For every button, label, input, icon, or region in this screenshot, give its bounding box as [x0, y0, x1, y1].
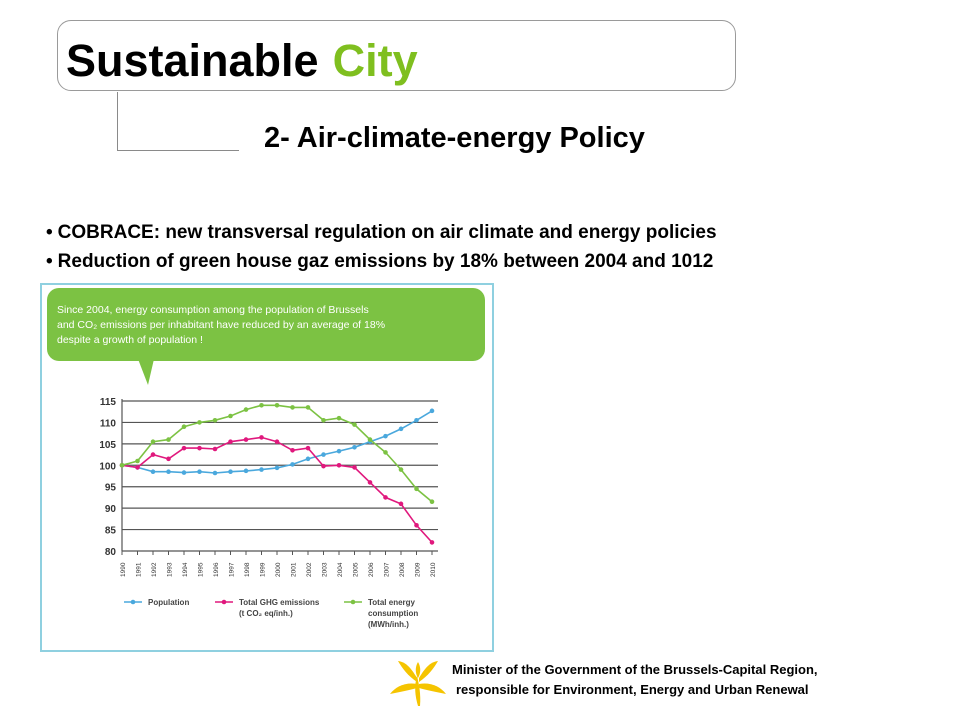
footer-credit [452, 660, 862, 700]
x-tick-label: 2004 [337, 562, 344, 577]
data-point [213, 471, 218, 476]
callout-text-line: despite a growth of population ! [57, 334, 203, 346]
callout-pointer [138, 359, 154, 385]
title-word-city: City [332, 35, 418, 86]
x-tick-label: 1992 [151, 562, 158, 577]
footer-line-2: responsible for Environment, Energy and Urban Renewal [456, 682, 809, 697]
data-point [321, 464, 326, 469]
data-point [352, 445, 357, 450]
data-point [197, 469, 202, 474]
callout-text-line: and CO₂ emissions per inhabitant have reduced by an average of 18% [57, 319, 386, 331]
legend-label: Total GHG emissions [239, 598, 320, 607]
legend-label: consumption [368, 609, 419, 618]
callout-text-line: Since 2004, energy consumption among the population of Brussels [57, 304, 369, 316]
data-point [151, 469, 156, 474]
x-tick-label: 2009 [414, 562, 422, 577]
data-point [399, 467, 404, 472]
bullet-list [46, 218, 717, 276]
footer-line-1: Minister of the Government of the Brussels-Capital Region, [452, 662, 818, 677]
x-tick-label: 1994 [182, 562, 189, 577]
data-point [244, 437, 249, 442]
data-point [414, 523, 419, 528]
x-tick-label: 1990 [120, 562, 127, 577]
data-point [321, 418, 326, 423]
x-tick-label: 1995 [197, 562, 205, 577]
legend-swatch-point [222, 600, 227, 605]
data-point [166, 437, 171, 442]
x-tick-label: 2001 [290, 562, 298, 577]
x-tick-label: 1996 [213, 562, 220, 577]
data-point [306, 457, 311, 462]
data-point [275, 403, 280, 408]
data-point [120, 463, 125, 468]
data-point [228, 414, 233, 419]
data-point [244, 407, 249, 412]
chart-frame [40, 283, 494, 652]
data-point [244, 469, 249, 474]
y-tick-label: 80 [104, 547, 116, 558]
x-tick-label: 2007 [383, 562, 391, 577]
data-point [228, 469, 233, 474]
data-point [151, 452, 156, 457]
data-point [182, 424, 187, 429]
data-point [383, 434, 388, 439]
data-point [135, 465, 140, 470]
y-tick-label: 95 [104, 482, 116, 494]
x-tick-label: 1997 [228, 562, 236, 577]
data-point [275, 439, 280, 444]
x-tick-label: 2005 [352, 562, 360, 577]
data-point [430, 499, 435, 504]
data-point [383, 450, 388, 455]
legend-label: (MWh/inh.) [368, 620, 409, 629]
x-tick-label: 2010 [430, 562, 437, 577]
legend-swatch-point [351, 600, 356, 605]
data-point [352, 422, 357, 427]
data-point [259, 467, 264, 472]
bullet-ghg-reduction: • Reduction of green house gaz emissions by 18% between 2004 and 1012 [46, 247, 717, 276]
y-tick-label: 85 [104, 525, 116, 537]
data-point [290, 462, 295, 467]
data-point [151, 439, 156, 444]
data-point [414, 418, 419, 423]
y-tick-label: 115 [99, 397, 116, 408]
y-tick-label: 100 [99, 461, 116, 473]
data-point [182, 446, 187, 451]
data-point [337, 449, 342, 454]
data-point [213, 418, 218, 423]
data-point [337, 416, 342, 421]
data-point [259, 435, 264, 440]
legend-swatch-point [131, 600, 136, 605]
page-title [66, 30, 418, 92]
legend-label: Total energy [368, 598, 415, 607]
x-tick-label: 1993 [166, 562, 174, 577]
data-point [368, 437, 373, 442]
data-point [430, 409, 435, 414]
x-tick-label: 1999 [259, 562, 267, 577]
data-point [399, 427, 404, 432]
y-tick-label: 110 [99, 418, 116, 430]
data-point [259, 403, 264, 408]
data-point [197, 420, 202, 425]
x-tick-label: 2002 [306, 562, 313, 577]
data-point [213, 447, 218, 452]
data-point [275, 466, 280, 471]
emissions-line-chart [42, 285, 492, 650]
data-point [135, 459, 140, 464]
title-word-sustainable: Sustainable [66, 35, 319, 86]
data-point [166, 469, 171, 474]
x-tick-label: 2008 [399, 562, 406, 577]
data-point [197, 446, 202, 451]
data-point [321, 452, 326, 457]
data-point [290, 405, 295, 410]
data-point [228, 439, 233, 444]
x-tick-label: 2000 [275, 562, 282, 577]
x-tick-label: 1991 [135, 562, 143, 577]
bullet-cobrace: • COBRACE: new transversal regulation on air climate and energy policies [46, 218, 717, 247]
legend-label: Population [148, 598, 190, 607]
data-point [337, 463, 342, 468]
y-tick-label: 105 [99, 439, 116, 451]
data-point [430, 540, 435, 545]
section-subtitle: 2- Air-climate-energy Policy [264, 122, 645, 154]
data-point [166, 457, 171, 462]
data-point [290, 448, 295, 453]
x-tick-label: 1998 [244, 562, 251, 577]
data-point [414, 487, 419, 492]
legend-label: (t CO₂ eq/inh.) [239, 609, 293, 618]
data-point [306, 446, 311, 451]
data-point [306, 405, 311, 410]
x-tick-label: 2003 [321, 562, 329, 577]
data-point [383, 495, 388, 500]
data-point [368, 480, 373, 485]
title-connector-line [117, 92, 239, 151]
data-point [399, 502, 404, 507]
iris-logo-icon [388, 658, 448, 708]
y-tick-label: 90 [104, 504, 116, 516]
data-point [352, 465, 357, 470]
x-tick-label: 2006 [368, 562, 375, 577]
data-point [182, 470, 187, 475]
